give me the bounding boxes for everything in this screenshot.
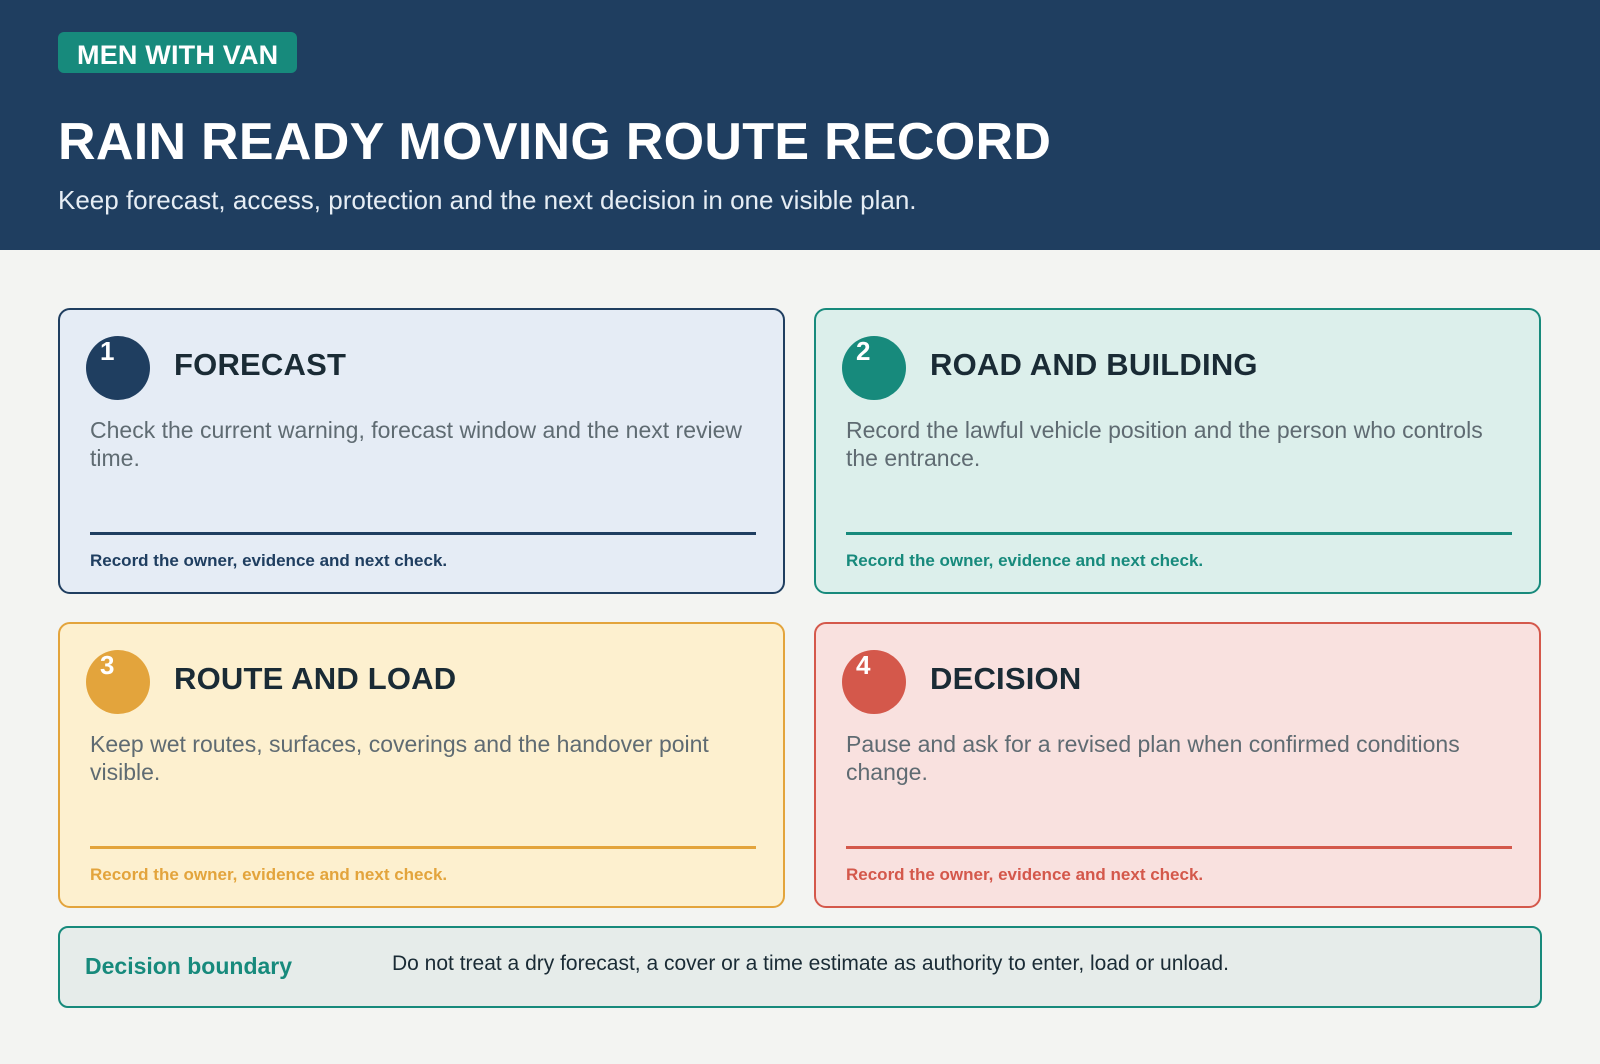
step-number: 1 <box>100 336 115 366</box>
card-decision <box>814 622 1541 908</box>
card-footer-note: Record the owner, evidence and next check. <box>90 865 448 884</box>
card-forecast <box>58 308 785 594</box>
step-number: 2 <box>856 336 871 366</box>
card-footer-note: Record the owner, evidence and next check. <box>846 551 1204 570</box>
step-number-badge <box>86 336 150 400</box>
card-route-and-load <box>58 622 785 908</box>
decision-boundary-label: Decision boundary <box>85 953 293 979</box>
decision-boundary-panel <box>58 926 1542 1008</box>
page-header <box>0 0 1600 250</box>
decision-boundary-text: Do not treat a dry forecast, a cover or a time estimate as authority to enter, load or unload. <box>392 952 1229 975</box>
card-footer-note: Record the owner, evidence and next check. <box>90 551 448 570</box>
card-title: FORECAST <box>174 347 347 382</box>
step-number: 4 <box>856 650 871 680</box>
card-title: ROUTE AND LOAD <box>174 661 457 696</box>
card-divider <box>846 846 1512 849</box>
card-divider <box>90 532 756 535</box>
step-number-badge <box>86 650 150 714</box>
page-subtitle: Keep forecast, access, protection and the next decision in one visible plan. <box>58 185 917 215</box>
step-number-badge <box>842 650 906 714</box>
card-body: Check the current warning, forecast window and the next review time. <box>90 417 742 471</box>
card-title: DECISION <box>930 661 1082 696</box>
card-title: ROAD AND BUILDING <box>930 347 1258 382</box>
card-body: Pause and ask for a revised plan when confirmed conditions change. <box>846 731 1460 785</box>
brand-badge: MEN WITH VAN <box>58 32 297 73</box>
card-footer-note: Record the owner, evidence and next check. <box>846 865 1204 884</box>
page-title: RAIN READY MOVING ROUTE RECORD <box>58 113 1052 171</box>
card-divider <box>90 846 756 849</box>
card-road-and-building <box>814 308 1541 594</box>
step-number: 3 <box>100 650 115 680</box>
step-number-badge <box>842 336 906 400</box>
card-divider <box>846 532 1512 535</box>
card-body: Keep wet routes, surfaces, coverings and the handover point visible. <box>90 731 709 785</box>
card-body: Record the lawful vehicle position and the person who controls the entrance. <box>846 417 1483 471</box>
